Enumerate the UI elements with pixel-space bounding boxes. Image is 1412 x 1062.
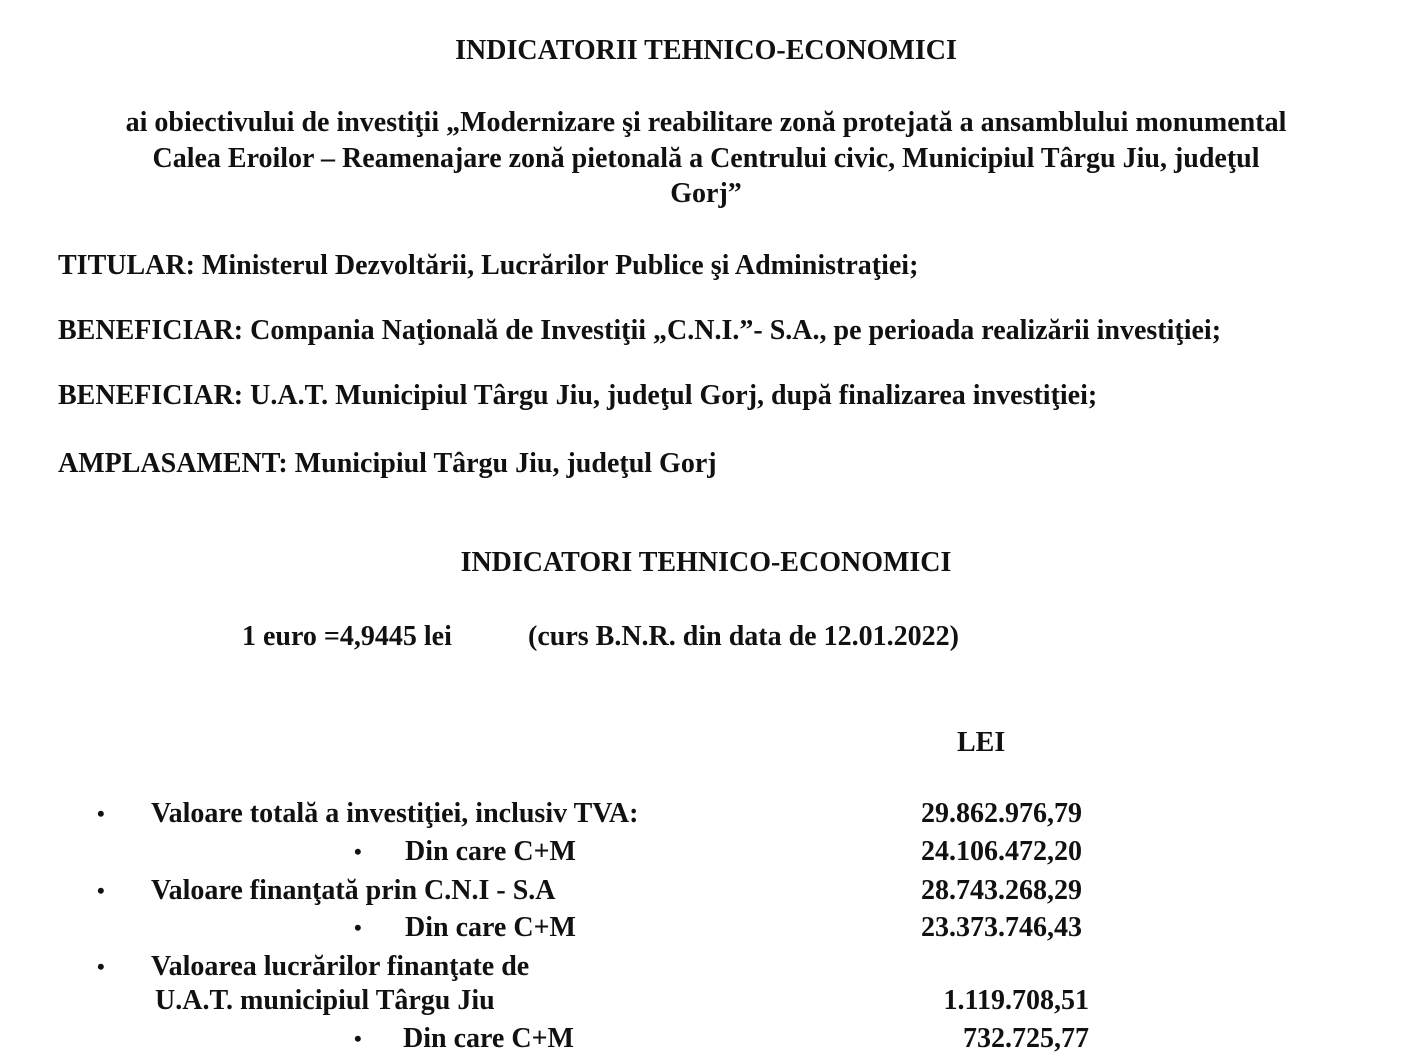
indicator-label-total: Valoare totală a investiţiei, inclusiv TVA: — [151, 798, 639, 829]
indicator-label-cni-cm: Din care C+M — [405, 912, 576, 943]
exchange-rate: 1 euro =4,9445 lei — [242, 621, 452, 652]
bullet-icon: • — [97, 801, 105, 826]
indicator-value-uat: 1.119.708,51 — [943, 985, 1089, 1016]
subtitle-line-3: Gorj” — [670, 178, 742, 209]
document-title: INDICATORII TEHNICO-ECONOMICI — [455, 35, 957, 66]
indicator-value-total-cm: 24.106.472,20 — [921, 836, 1082, 867]
section-title: INDICATORI TEHNICO-ECONOMICI — [460, 547, 952, 578]
indicator-value-cni: 28.743.268,29 — [921, 875, 1082, 906]
indicator-label-uat-line2: U.A.T. municipiul Târgu Jiu — [155, 985, 495, 1016]
indicator-value-uat-cm: 732.725,77 — [963, 1023, 1089, 1054]
sub-bullet-icon: • — [354, 915, 362, 940]
indicator-label-uat: Valoarea lucrărilor finanţate de — [151, 951, 530, 982]
indicator-value-total: 29.862.976,79 — [921, 798, 1082, 829]
subtitle-line-2: Calea Eroilor – Reamenajare zonă pietonală a Centrului civic, Municipiul Târgu Jiu, judeţul — [152, 143, 1260, 174]
beneficiar-line-2: BENEFICIAR: U.A.T. Municipiul Târgu Jiu, judeţul Gorj, după finalizarea investiţiei; — [58, 380, 1098, 411]
sub-bullet-icon: • — [354, 839, 362, 864]
exchange-rate-source: (curs B.N.R. din data de 12.01.2022) — [528, 621, 959, 652]
titular-line: TITULAR: Ministerul Dezvoltării, Lucrărilor Publice şi Administraţiei; — [58, 250, 919, 281]
bullet-icon: • — [97, 954, 105, 979]
currency-header: LEI — [957, 727, 1006, 758]
indicator-label-total-cm: Din care C+M — [405, 836, 576, 867]
indicator-label-cni: Valoare finanţată prin C.N.I - S.A — [151, 875, 556, 906]
beneficiar-line-1: BENEFICIAR: Compania Naţională de Investiţii „C.N.I.”- S.A., pe perioada realizării investiţiei; — [58, 315, 1222, 346]
amplasament-line: AMPLASAMENT: Municipiul Târgu Jiu, judeţul Gorj — [58, 448, 717, 479]
indicator-label-uat-cm: Din care C+M — [403, 1023, 574, 1054]
sub-bullet-icon: • — [354, 1026, 362, 1051]
bullet-icon: • — [97, 878, 105, 903]
subtitle-line-1: ai obiectivului de investiţii „Modernizare şi reabilitare zonă protejată a ansamblului monumental — [125, 107, 1287, 138]
indicator-value-cni-cm: 23.373.746,43 — [921, 912, 1082, 943]
